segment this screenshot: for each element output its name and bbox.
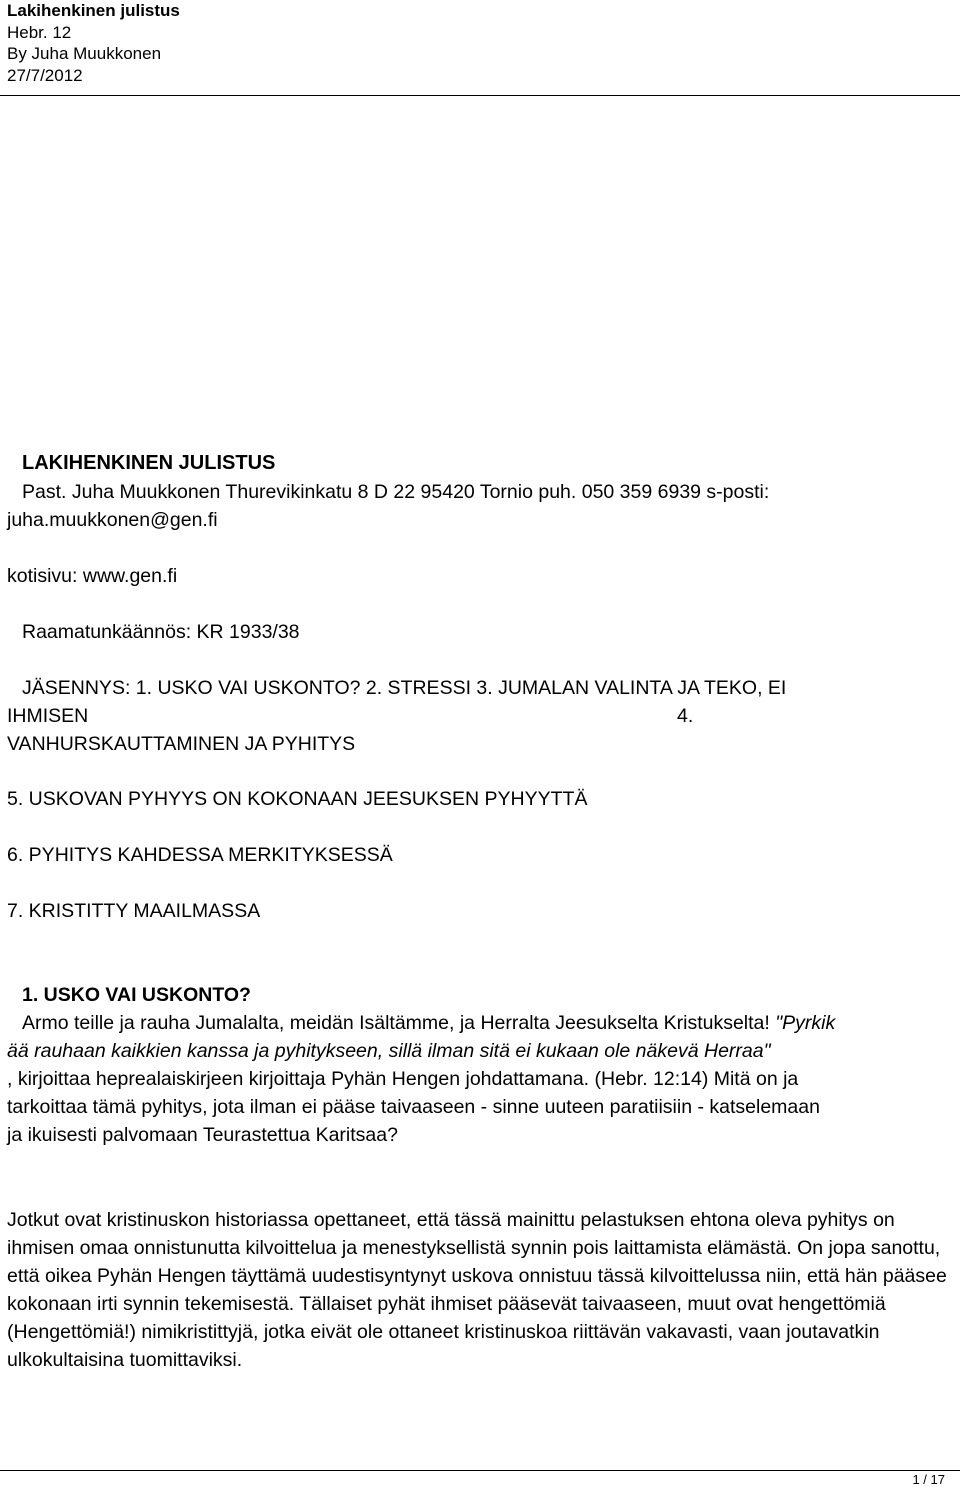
section-1-line-4: tarkoittaa tämä pyhitys, jota ilman ei pääse taivaaseen - sinne uuteen paratiisiin - katselemaan [7, 1096, 820, 1118]
homepage-line: kotisivu: www.gen.fi [7, 565, 178, 587]
page-header [7, 0, 180, 86]
section-1-line-1 [22, 1011, 835, 1035]
toc-number-4: 4. [677, 705, 694, 727]
toc-item-5: 5. USKOVAN PYHYYS ON KOKONAAN JEESUKSEN PYHYYTTÄ [7, 788, 588, 810]
greeting-text: Armo teille ja rauha Jumalalta, meidän Isältämme, ja Herralta Jeesukselta Kristukselta! [22, 1012, 776, 1034]
header-reference: Hebr. 12 [7, 22, 72, 42]
translation-line: Raamatunkäännös: KR 1933/38 [22, 621, 300, 643]
toc-item-7: 7. KRISTITTY MAAILMASSA [7, 900, 261, 922]
document-heading: LAKIHENKINEN JULISTUS [22, 452, 276, 474]
page-number: 1 / 17 [912, 1472, 945, 1487]
header-divider [0, 95, 960, 96]
section-1-line-5: ja ikuisesti palvomaan Teurastettua Karitsaa? [7, 1124, 398, 1146]
email-line: juha.muukkonen@gen.fi [7, 509, 218, 531]
quote-start: "Pyrkik [775, 1012, 836, 1034]
footer-divider [0, 1470, 960, 1471]
toc-line-1: JÄSENNYS: 1. USKO VAI USKONTO? 2. STRESSI 3. JUMALAN VALINTA JA TEKO, EI [22, 677, 787, 699]
header-title: Lakihenkinen julistus [7, 1, 180, 20]
paragraph-2 [7, 1206, 952, 1374]
toc-item-6: 6. PYHITYS KAHDESSA MERKITYKSESSÄ [7, 844, 393, 866]
header-author: By Juha Muukkonen [7, 44, 162, 63]
toc-ihmisen: IHMISEN [7, 705, 89, 727]
paragraph-2-text: Jotkut ovat kristinuskon historiassa opettaneet, että tässä mainittu pelastuksen ehtona oleva pyhitys on ihmisen omaa onnistunutta kilvoittelua ja menestyksellistä synnin pois laittamista elämästä. On jopa sanottu, että oikea Pyhän Hengen täyttämä uudestisyntynyt uskova onnistuu tässä kilvoittelussa niin, että hän pääsee kokonaan irti synnin tekemisestä. Tällaiset pyhät ihmiset pääsevät taivaaseen, muut ovat hengettömiä (Hengettömiä!) nimikristittyjä, jotka eivät ole ottaneet kristinuskoa riittävän vakavasti, vaan joutavatkin ulkokultaisina tuomittaviksi. [7, 1209, 947, 1371]
toc-line-2: VANHURSKAUTTAMINEN JA PYHITYS [7, 733, 356, 755]
section-1-line-3: , kirjoittaa heprealaiskirjeen kirjoittaja Pyhän Hengen johdattamana. (Hebr. 12:14) Mitä on ja [7, 1068, 799, 1090]
header-date: 27/7/2012 [7, 65, 83, 85]
section-1-line-2: ää rauhaan kaikkien kanssa ja pyhitykseen, sillä ilman sitä ei kukaan ole näkevä Herraa" [7, 1040, 771, 1062]
contact-line: Past. Juha Muukkonen Thurevikinkatu 8 D 22 95420 Tornio puh. 050 359 6939 s-posti: [22, 481, 770, 503]
section-1-heading: 1. USKO VAI USKONTO? [22, 984, 251, 1006]
